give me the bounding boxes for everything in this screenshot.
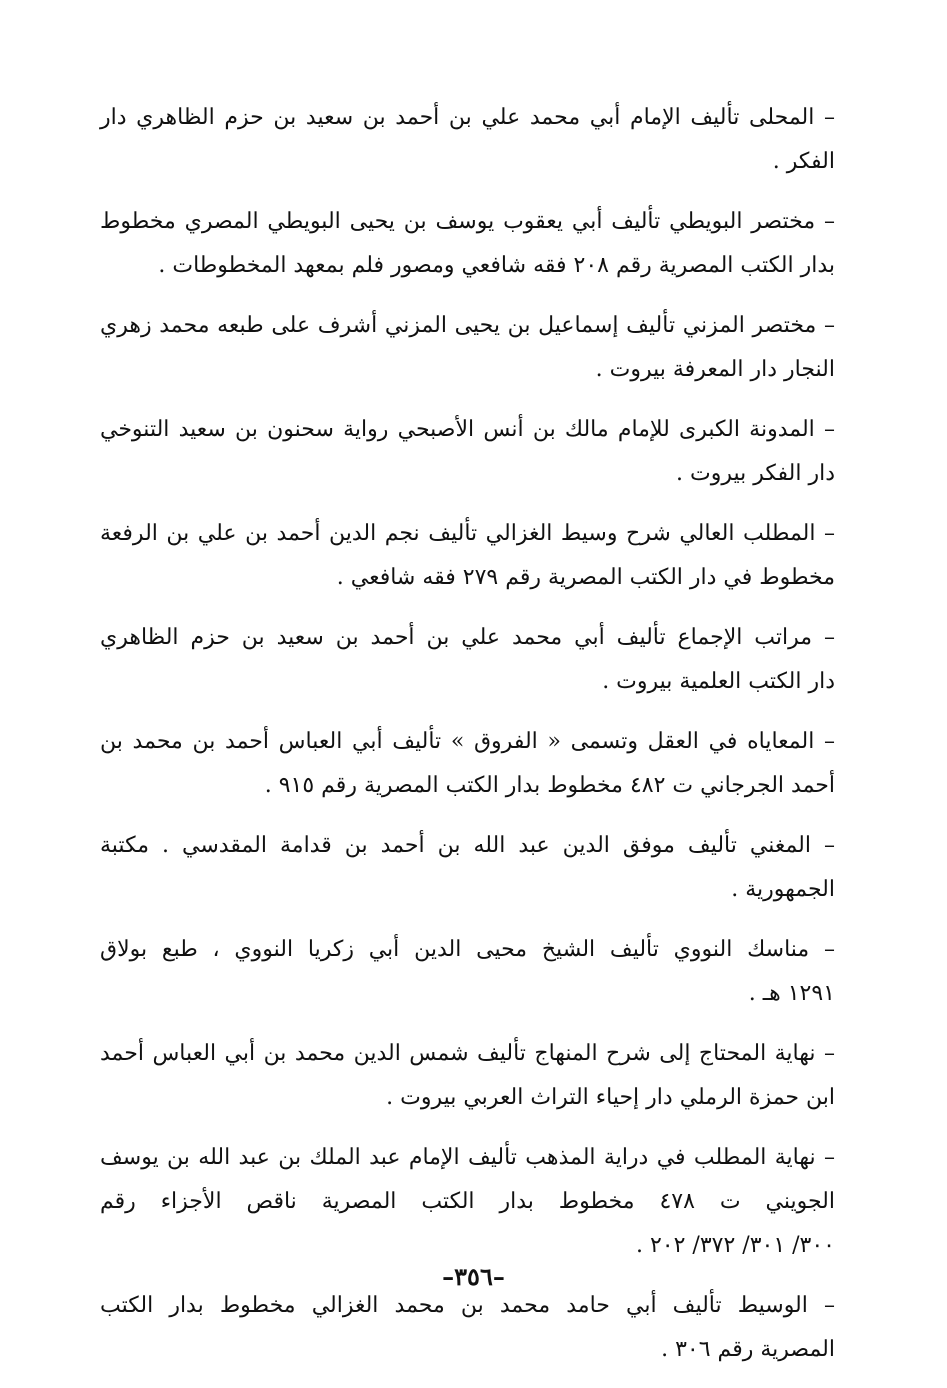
entry-line: – مختصر المزني تأليف إسماعيل بن يحيى المزني أشرف على طبعه محمد زهري [100,313,835,338]
entry-line: دار الكتب العلمية بيروت . [602,669,835,694]
entry-line: – مختصر البويطي تأليف أبي يعقوب يوسف بن يحيى البويطي المصري مخطوط [100,209,835,234]
bibliography-entry [100,96,835,184]
entry-line: – نهاية المطلب في دراية المذهب تأليف الإمام عبد الملك بن عبد الله بن يوسف [100,1145,835,1170]
entry-line: ١٢٩١ هـ . [748,981,835,1006]
entry-line: – الوسيط تأليف أبي حامد محمد بن محمد الغزالي مخطوط بدار الكتب [100,1293,835,1318]
entry-line: – المغني تأليف موفق الدين عبد الله بن أحمد بن قدامة المقدسي . مكتبة [100,833,835,858]
entry-line: – نهاية المحتاج إلى شرح المنهاج تأليف شمس الدين محمد بن أبي العباس أحمد [100,1041,835,1066]
bibliography-entry [100,928,835,1016]
bibliography-entry [100,824,835,912]
entry-line: الجويني ت ٤٧٨ مخطوط بدار الكتب المصرية ناقص الأجزاء رقم [100,1189,835,1214]
page-number: –٣٥٦– [442,1262,505,1291]
entry-line: المصرية رقم ٣٠٦ . [661,1337,835,1362]
entry-line: – المطلب العالي شرح وسيط الغزالي تأليف نجم الدين أحمد بن علي بن الرفعة [100,521,835,546]
bibliography-entry [100,720,835,808]
bibliography-entry [100,200,835,288]
entry-line: ٣٠٠/ ٣٠١/ ٣٧٢/ ٢٠٢ . [635,1233,835,1258]
entry-line: الفكر . [772,149,835,174]
bibliography-entry [100,408,835,496]
entry-line: – مناسك النووي تأليف الشيخ محيى الدين أبي زكريا النووي ، طبع بولاق [100,937,835,962]
entry-line: مخطوط في دار الكتب المصرية رقم ٢٧٩ فقه شافعي . [336,565,835,590]
bibliography-entry [100,616,835,704]
entry-line: ابن حمزة الرملي دار إحياء التراث العربي بيروت . [386,1085,835,1110]
entry-line: الجمهورية . [731,877,835,902]
entry-line: بدار الكتب المصرية رقم ٢٠٨ فقه شافعي ومصور فلم بمعهد المخطوطات . [158,253,835,278]
entry-line: دار الفكر بيروت . [676,461,835,486]
entry-line: – المعاياه في العقل وتسمى « الفروق » تأليف أبي العباس أحمد بن محمد بن [100,729,835,754]
bibliography-entry [100,1032,835,1120]
entry-line: – المحلى تأليف الإمام أبي محمد علي بن أحمد بن سعيد بن حزم الظاهري دار [100,105,835,130]
bibliography-entry [100,512,835,600]
bibliography-entry [100,304,835,392]
bibliography-list [100,96,835,1388]
entry-line: – المدونة الكبرى للإمام مالك بن أنس الأصبحي رواية سحنون بن سعيد التنوخي [100,417,835,442]
bibliography-entry [100,1284,835,1372]
entry-line: – مراتب الإجماع تأليف أبي محمد علي بن أحمد بن سعيد بن حزم الظاهري [100,625,835,650]
entry-line: أحمد الجرجاني ت ٤٨٢ مخطوط بدار الكتب المصرية رقم ٩١٥ . [264,773,835,798]
entry-line: النجار دار المعرفة بيروت . [595,357,835,382]
bibliography-entry [100,1136,835,1268]
